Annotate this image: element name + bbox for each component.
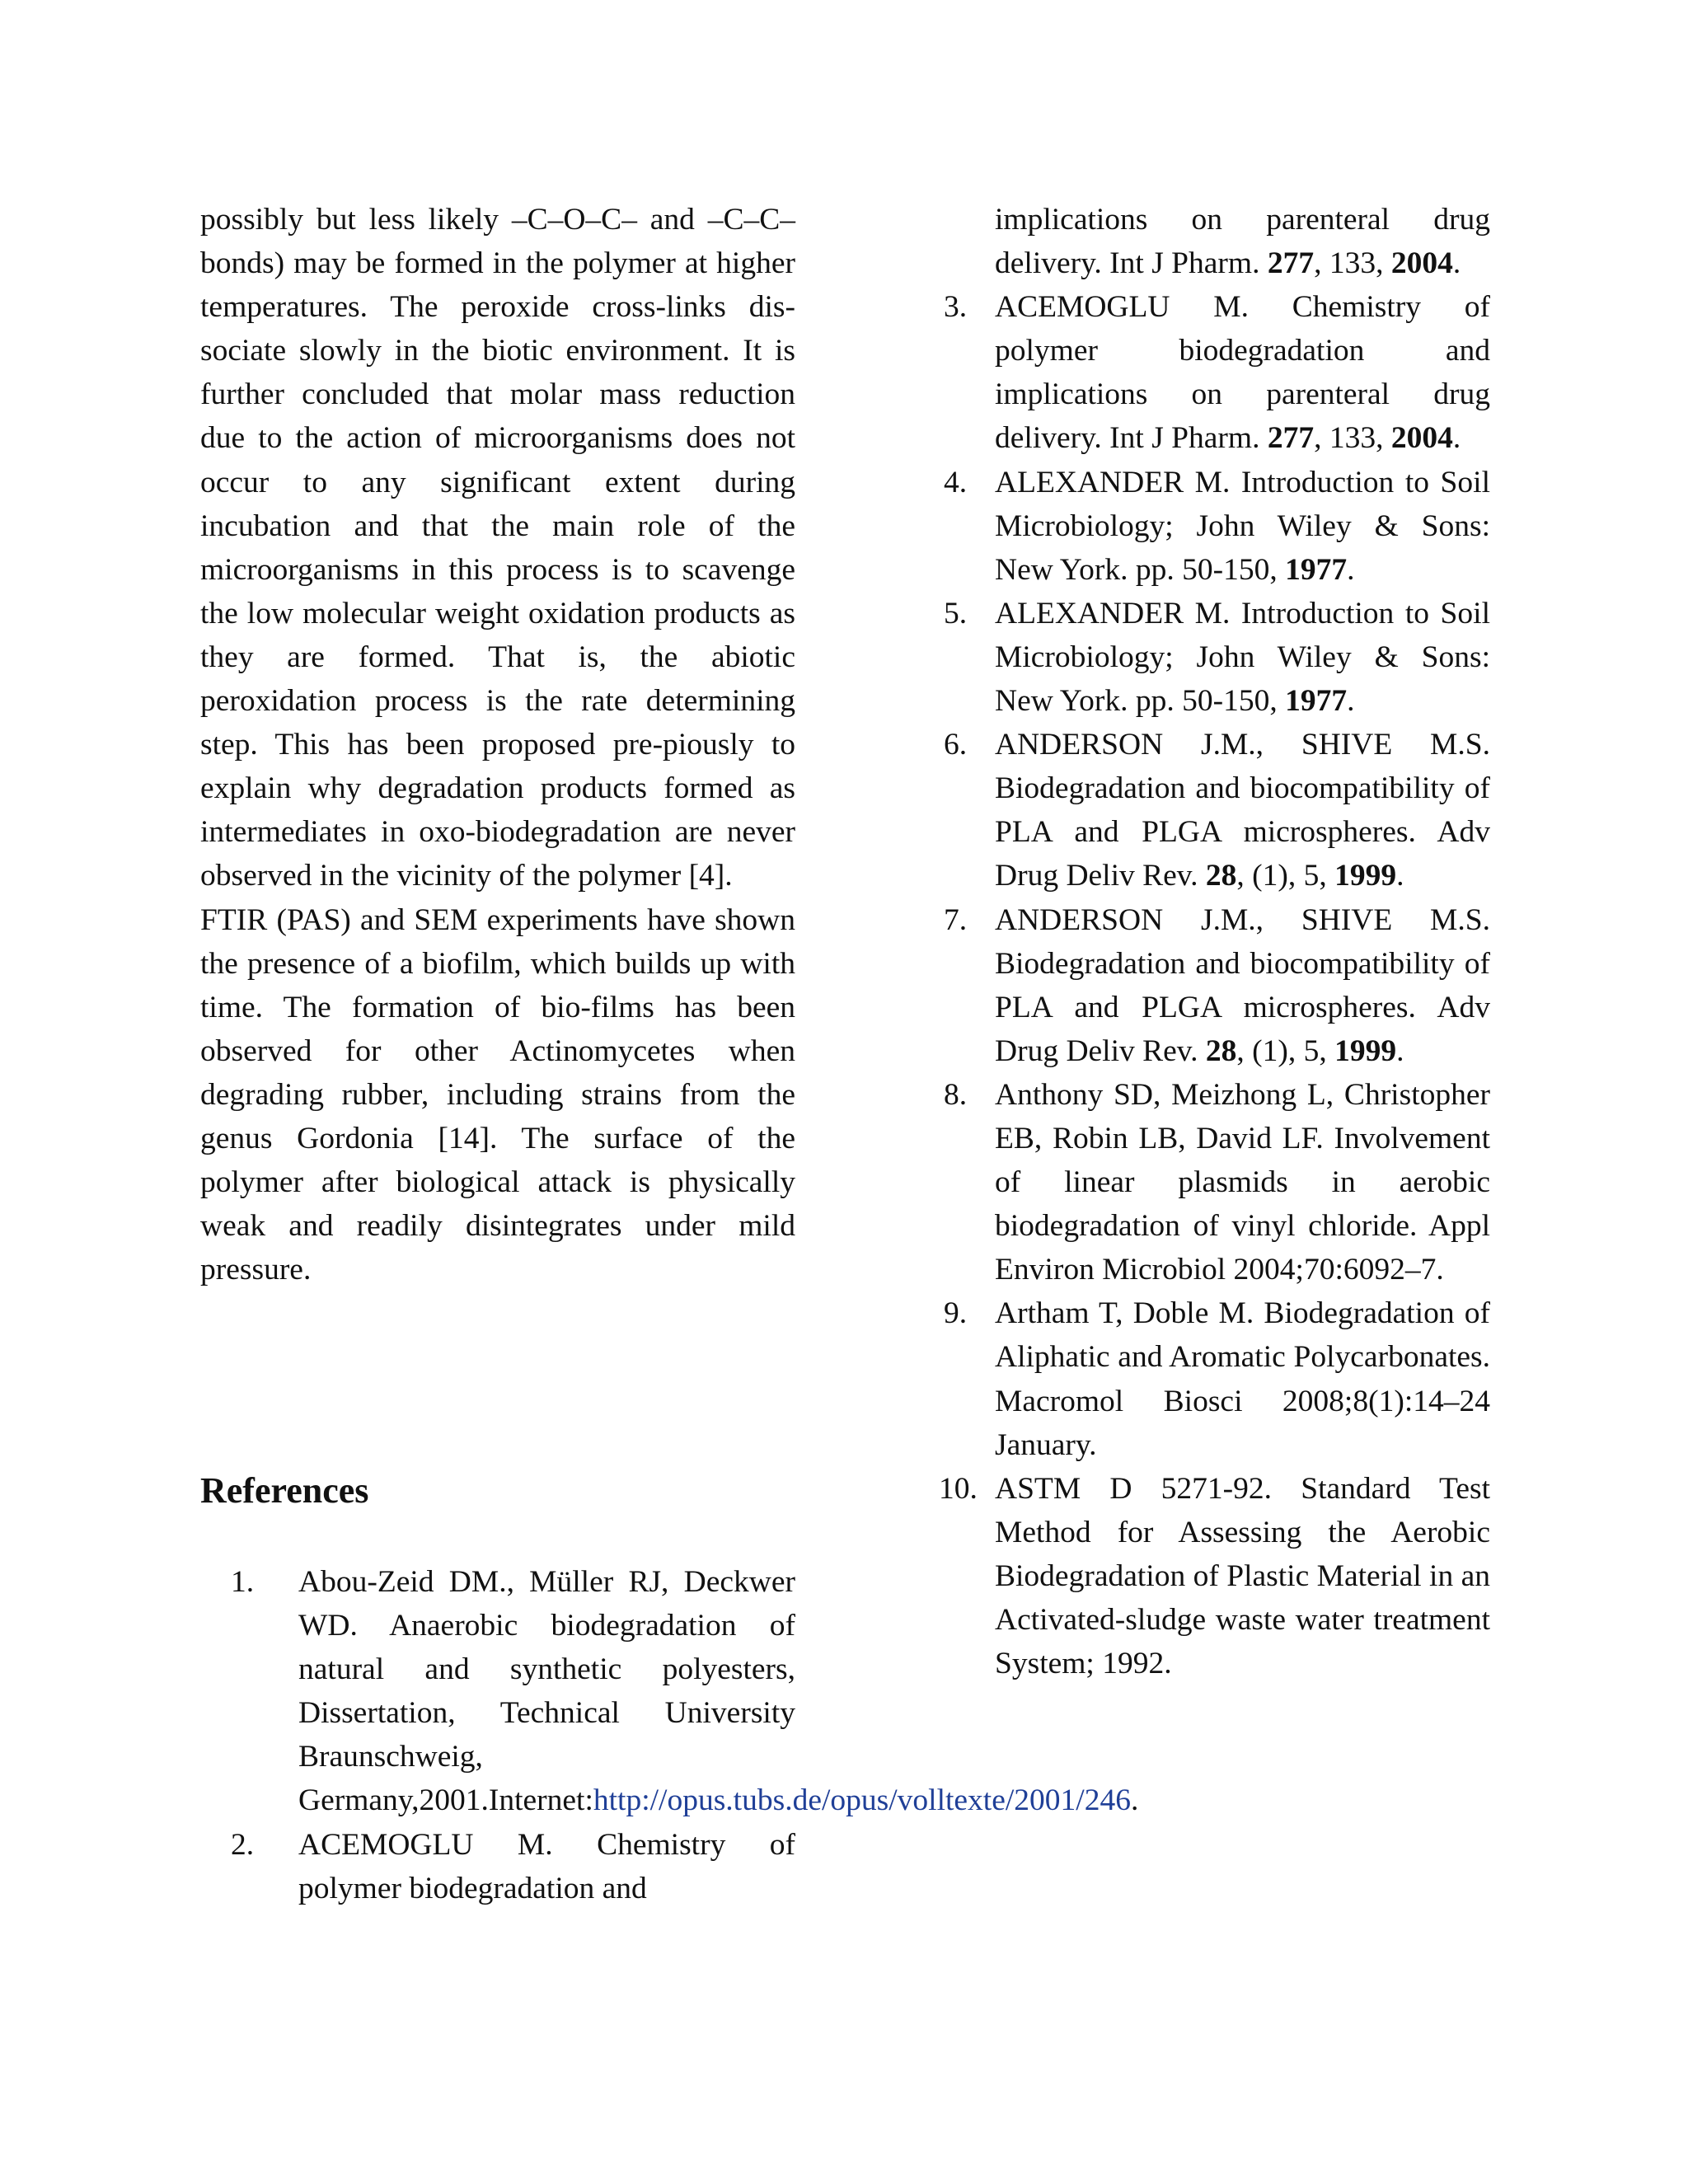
reference-text: ALEXANDER M. Introduction to Soil Microbiology; John Wiley & Sons: New York. pp. 50-150,	[995, 596, 1490, 719]
reference-number: 4.	[944, 465, 968, 499]
reference-number: 1.	[231, 1565, 255, 1599]
reference-item-8	[944, 1073, 1490, 1291]
reference-number: 3.	[944, 290, 968, 325]
body-paragraph-1: possibly but less likely –C–O–C– and –C–C– bonds) may be formed in the polymer at higher temperatures. The peroxide cross-links dis-sociate slowly in the biotic environment. It is further concluded that molar mass reduction due to the action of microorganisms does not occur to any significant extent during incubation and that the main role of the microorganisms in this process is to scavenge the low molecular weight oxidation products as they are formed. That is, the abiotic peroxidation process is the rate determining step. This has been proposed pre-piously to explain why degradation products formed as intermediates in oxo-biodegradation are never observed in the vicinity of the polymer [4].	[200, 203, 795, 893]
reference-volume: 277	[1267, 246, 1315, 281]
reference-year: 1999	[1334, 1033, 1397, 1068]
reference-number: 6.	[944, 728, 968, 762]
body-paragraph-2: FTIR (PAS) and SEM experiments have shown the presence of a biofilm, which builds up with time. The formation of bio-films has been observed for other Actinomycetes when degrading rubber, including strains from the genus Gordonia [14]. The surface of the polymer after biological attack is physically weak and readily disintegrates under mild pressure.	[200, 902, 795, 1287]
reference-volume: 277	[1267, 421, 1315, 456]
reference-text: ASTM D 5271-92. Standard Test Method for Assessing the Aerobic Biodegradation of Plastic Material in an Activated-sludge waste water treatment System; 1992.	[995, 1471, 1490, 1681]
left-column	[200, 198, 795, 1291]
reference-item-10	[939, 1467, 1490, 1685]
reference-item-4: 4. ALEXANDER M. Introduction to Soil Microbiology; John Wiley & Sons: New York. pp. 50-150, 1977.	[944, 461, 1490, 592]
reference-item-7: 7. ANDERSON J.M., SHIVE M.S. Biodegradation and biocompatibility of PLA and PLGA microspheres. Adv Drug Deliv Rev. 28, (1), 5, 1999.	[944, 898, 1490, 1073]
reference-year: 1977	[1285, 684, 1348, 719]
reference-number: 7.	[944, 902, 968, 937]
reference-number: 2.	[231, 1827, 255, 1862]
reference-year: 1977	[1285, 552, 1348, 587]
reference-text: implications on parenteral drug delivery. Int J Pharm.	[995, 203, 1490, 281]
reference-year: 1999	[1334, 859, 1397, 893]
reference-number: 5.	[944, 596, 968, 630]
reference-text: Artham T, Doble M. Biodegradation of Aliphatic and Aromatic Polycarbonates. Macromol Biosci 2008;8(1):14–24 January.	[995, 1296, 1490, 1462]
reference-text: ACEMOGLU M. Chemistry of polymer biodegradation and	[298, 1827, 795, 1905]
reference-year: 2004	[1390, 421, 1453, 456]
reference-text: ALEXANDER M. Introduction to Soil Microbiology; John Wiley & Sons: New York. pp. 50-150,	[995, 465, 1490, 587]
reference-volume: 28	[1205, 1033, 1237, 1068]
reference-text: ANDERSON J.M., SHIVE M.S. Biodegradation and biocompatibility of PLA and PLGA microspheres. Adv Drug Deliv Rev.	[995, 728, 1490, 893]
reference-item-3: 3. ACEMOGLU M. Chemistry of polymer biodegradation and implications on parenteral drug delivery. Int J Pharm. 277, 133, 2004.	[944, 285, 1490, 460]
reference-item-2-continued: implications on parenteral drug delivery. Int J Pharm. 277, 133, 2004.	[995, 203, 1490, 281]
reference-item-6: 6. ANDERSON J.M., SHIVE M.S. Biodegradation and biocompatibility of PLA and PLGA microspheres. Adv Drug Deliv Rev. 28, (1), 5, 1999.	[944, 723, 1490, 898]
reference-text: Abou-Zeid DM., Müller RJ, Deckwer WD. Anaerobic biodegradation of natural and synthetic polyesters, Dissertation, Technical University Braunschweig, Germany,2001.Internet:	[298, 1565, 795, 1818]
reference-volume: 28	[1205, 859, 1237, 893]
reference-item-9	[944, 1291, 1490, 1466]
references-heading: References	[200, 1470, 369, 1511]
reference-text: Anthony SD, Meizhong L, Christopher EB, Robin LB, David LF. Involvement of linear plasmids in aerobic biodegradation of vinyl chloride. Appl Environ Microbiol 2004;70:6092–7.	[995, 1077, 1490, 1287]
reference-item-1: 1. Abou-Zeid DM., Müller RJ, Deckwer WD. Anaerobic biodegradation of natural and synthetic polyesters, Dissertation, Technical University Braunschweig, Germany,2001.Internet:http://opus.tubs.de/opus/volltexte/2001/246.	[231, 1560, 795, 1823]
reference-link[interactable]: http://opus.tubs.de/opus/volltexte/2001/246	[593, 1783, 1131, 1818]
reference-item-2	[231, 1823, 795, 1910]
reference-number: 9.	[944, 1296, 968, 1331]
reference-number: 8.	[944, 1077, 968, 1112]
reference-item-5: 5. ALEXANDER M. Introduction to Soil Microbiology; John Wiley & Sons: New York. pp. 50-150, 1977.	[944, 592, 1490, 723]
references-list-left	[231, 1560, 1139, 1910]
right-column	[923, 198, 1490, 1685]
reference-number: 10.	[939, 1471, 978, 1506]
reference-text: ACEMOGLU M. Chemistry of polymer biodegradation and implications on parenteral drug delivery. Int J Pharm.	[995, 290, 1490, 456]
reference-text: ANDERSON J.M., SHIVE M.S. Biodegradation and biocompatibility of PLA and PLGA microspheres. Adv Drug Deliv Rev.	[995, 902, 1490, 1068]
reference-year: 2004	[1390, 246, 1453, 281]
